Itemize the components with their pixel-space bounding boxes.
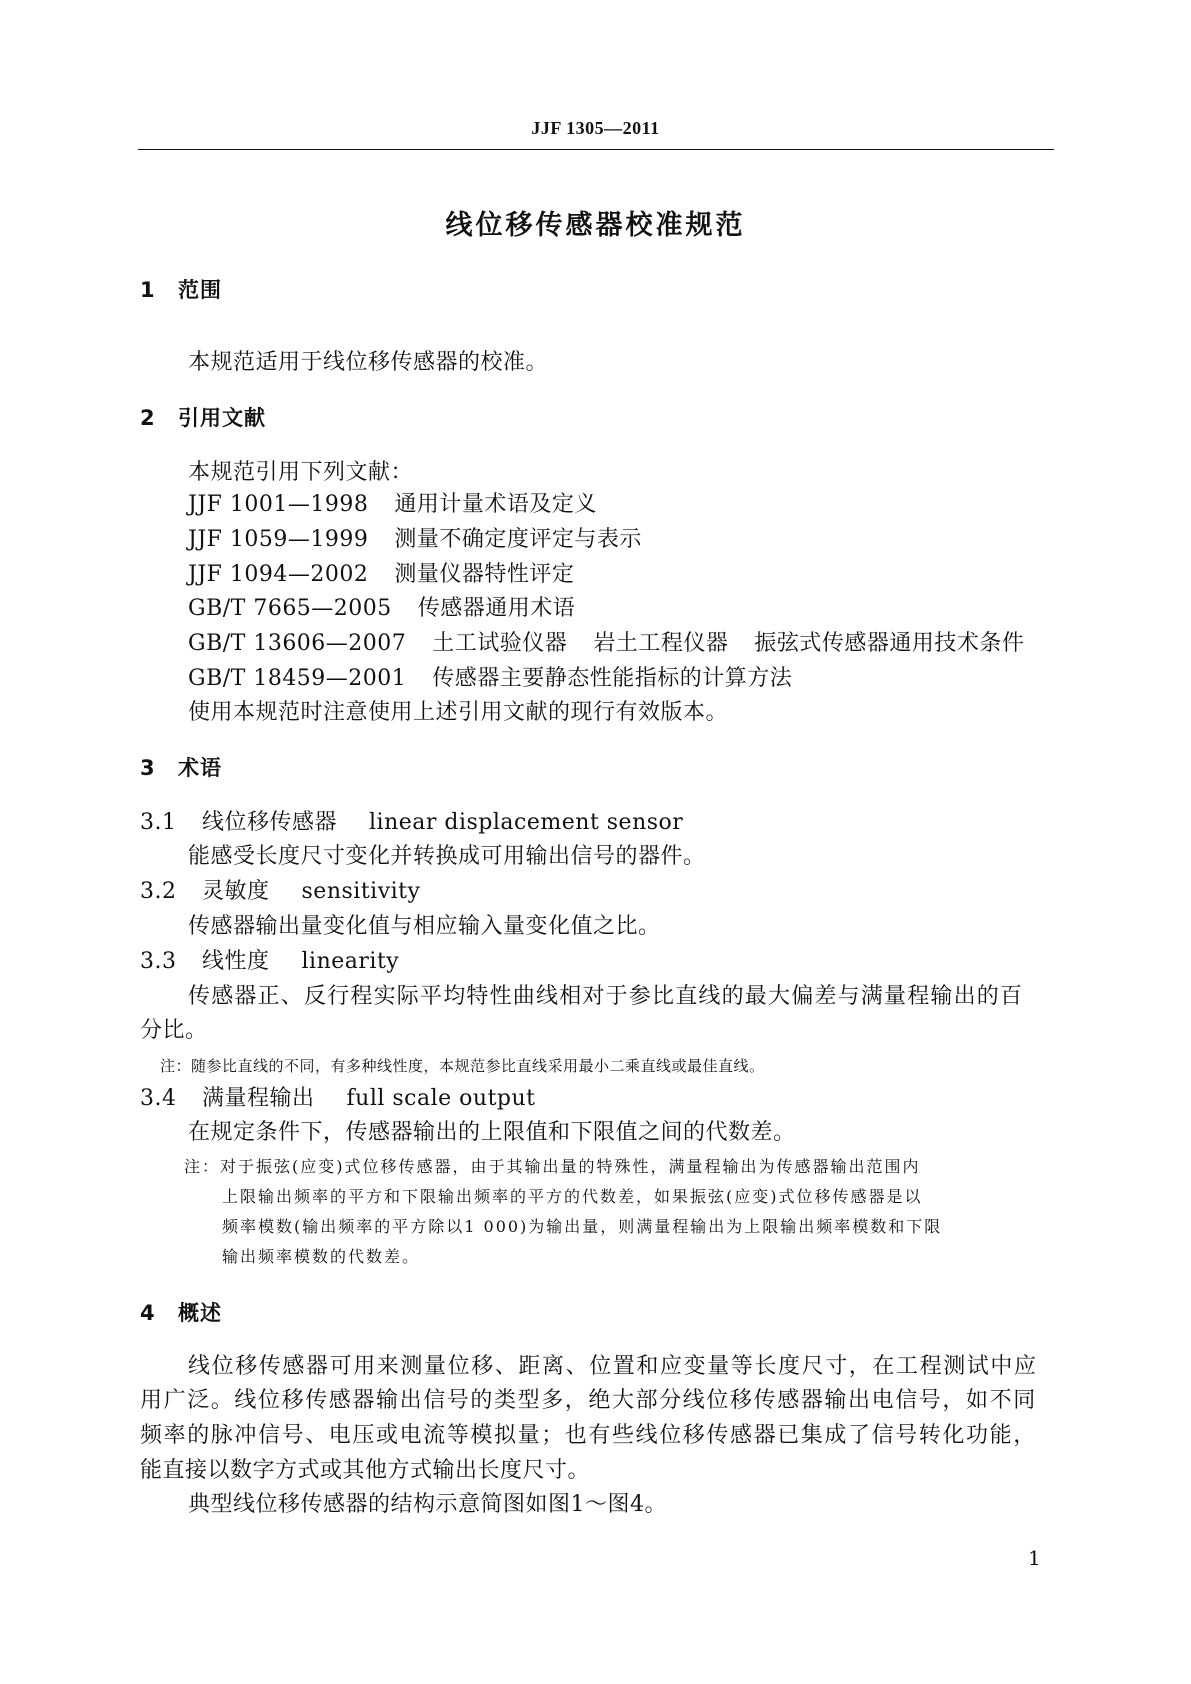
term-definition: 传感器输出量变化值与相应输入量变化值之比。	[188, 914, 661, 939]
section-number: 2	[140, 406, 156, 430]
term-note-line: 频率模数(输出频率的平方除以1 000)为输出量，则满量程输出为上限输出频率模数和下限	[222, 1217, 943, 1236]
section-title: 引用文献	[178, 406, 266, 430]
references-intro: 本规范引用下列文献：	[188, 460, 414, 485]
header-rule	[138, 149, 1054, 150]
section-number: 1	[140, 278, 156, 302]
section-number: 4	[140, 1301, 156, 1325]
term-heading	[140, 808, 683, 838]
section-2-heading	[140, 403, 266, 433]
section-title: 概述	[178, 1301, 222, 1325]
reference-name: 通用计量术语及定义	[394, 492, 597, 517]
page-number: 1	[1028, 1546, 1041, 1570]
term-english: sensitivity	[301, 879, 421, 904]
term-number: 3.4	[140, 1086, 177, 1111]
term-chinese: 灵敏度	[202, 879, 270, 904]
reference-name: 岩土工程仪器	[593, 631, 729, 656]
reference-code: JJF 1059—1999	[188, 527, 369, 552]
reference-name: 振弦式传感器通用技术条件	[754, 631, 1025, 656]
section-1-text: 本规范适用于线位移传感器的校准。	[188, 350, 549, 375]
reference-code: JJF 1001—1998	[188, 492, 369, 517]
section-number: 3	[140, 756, 156, 780]
reference-code: GB/T 18459—2001	[188, 666, 407, 691]
section-3-heading	[140, 753, 222, 783]
term-definition: 在规定条件下，传感器输出的上限值和下限值之间的代数差。	[188, 1120, 796, 1145]
reference-item	[188, 664, 792, 694]
paragraph-line: 线位移传感器可用来测量位移、距离、位置和应变量等长度尺寸，在工程测试中应	[188, 1354, 1038, 1379]
paragraph-line: 用广泛。线位移传感器输出信号的类型多，绝大部分线位移传感器输出电信号，如不同	[140, 1388, 1037, 1413]
term-definition-line: 传感器正、反行程实际平均特性曲线相对于参比直线的最大偏差与满量程输出的百	[188, 984, 1024, 1009]
term-note-line: 上限输出频率的平方和下限输出频率的平方的代数差，如果振弦(应变)式位移传感器是以	[222, 1187, 923, 1206]
term-note-line: 注：对于振弦(应变)式位移传感器，由于其输出量的特殊性，满量程输出为传感器输出范围内	[184, 1157, 921, 1176]
term-heading	[140, 947, 399, 977]
reference-name: 传感器主要静态性能指标的计算方法	[432, 666, 793, 691]
section-title: 术语	[178, 756, 222, 780]
term-note-line: 输出频率模数的代数差。	[222, 1247, 421, 1266]
term-chinese: 线位移传感器	[202, 810, 338, 835]
term-heading	[140, 1084, 536, 1114]
paragraph: 典型线位移传感器的结构示意简图如图1～图4。	[188, 1492, 667, 1517]
reference-item	[188, 594, 575, 624]
reference-name: 测量仪器特性评定	[394, 562, 575, 587]
term-english: linear displacement sensor	[369, 810, 684, 835]
term-note: 注：随参比直线的不同，有多种线性度，本规范参比直线采用最小二乘直线或最佳直线。	[160, 1057, 765, 1075]
term-number: 3.1	[140, 810, 177, 835]
section-title: 范围	[178, 278, 222, 302]
reference-code: GB/T 13606—2007	[188, 631, 407, 656]
reference-name: 土工试验仪器	[432, 631, 568, 656]
reference-item	[188, 525, 642, 555]
reference-item	[188, 560, 574, 590]
term-number: 3.2	[140, 879, 177, 904]
term-english: full scale output	[346, 1086, 536, 1111]
term-chinese: 满量程输出	[202, 1086, 315, 1111]
reference-item	[188, 490, 597, 520]
term-definition: 能感受长度尺寸变化并转换成可用输出信号的器件。	[188, 844, 706, 869]
references-outro: 使用本规范时注意使用上述引用文献的现行有效版本。	[188, 700, 729, 725]
term-chinese: 线性度	[202, 949, 270, 974]
term-definition-line: 分比。	[140, 1018, 208, 1043]
reference-item	[188, 629, 1024, 659]
paragraph-line: 频率的脉冲信号、电压或电流等模拟量；也有些线位移传感器已集成了信号转化功能，	[140, 1423, 1037, 1448]
document-title: 线位移传感器校准规范	[445, 210, 746, 241]
reference-code: GB/T 7665—2005	[188, 596, 392, 621]
standard-code-header: JJF 1305—2011	[531, 118, 660, 138]
section-4-heading	[140, 1298, 222, 1328]
reference-name: 测量不确定度评定与表示	[394, 527, 642, 552]
section-1-heading	[140, 275, 222, 305]
term-number: 3.3	[140, 949, 177, 974]
term-heading	[140, 877, 420, 907]
term-english: linearity	[301, 949, 400, 974]
paragraph-line: 能直接以数字方式或其他方式输出长度尺寸。	[140, 1458, 591, 1483]
reference-code: JJF 1094—2002	[188, 562, 369, 587]
reference-name: 传感器通用术语	[417, 596, 576, 621]
